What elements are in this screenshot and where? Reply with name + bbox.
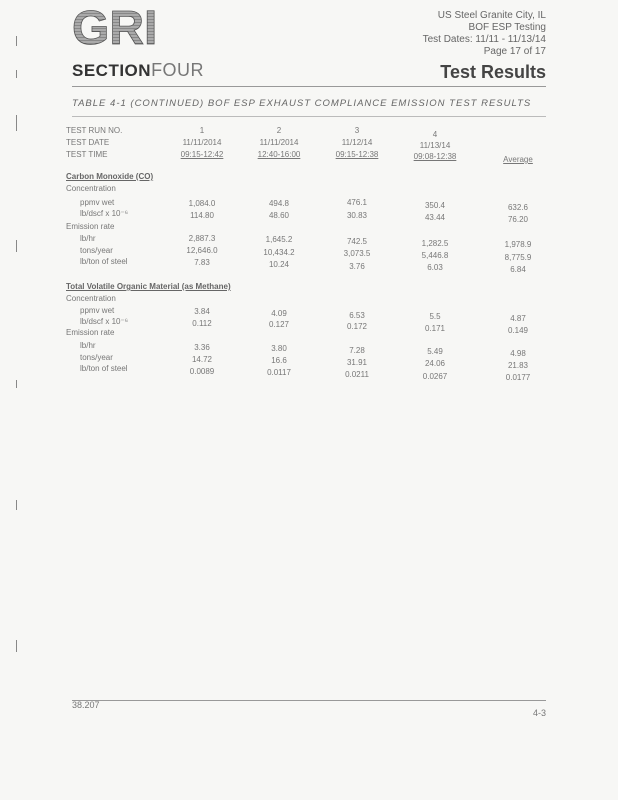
co-value: 76.20	[507, 215, 529, 224]
voc-row-label: lb/dscf x 10⁻⁶	[80, 317, 128, 326]
footer-divider	[72, 700, 546, 701]
run-3-no: 3	[354, 126, 360, 135]
company-logo	[72, 4, 164, 48]
co-row-label: lb/hr	[80, 234, 96, 243]
run-2-date: 11/11/2014	[259, 138, 299, 147]
voc-value: 24.06	[424, 359, 446, 368]
section-title: SECTIONFOUR	[72, 60, 205, 80]
voc-value: 0.112	[192, 319, 212, 328]
voc-value: 0.0267	[422, 372, 448, 381]
co-rate-label: Emission rate	[66, 222, 115, 231]
test-dates-line: Test Dates: 11/11 - 11/13/14	[422, 34, 546, 45]
voc-value: 3.84	[194, 307, 210, 316]
co-value: 8,775.9	[504, 253, 532, 262]
title-divider	[72, 116, 546, 117]
voc-value: 0.0177	[505, 373, 531, 382]
voc-value: 5.49	[427, 347, 443, 356]
co-value: 12,646.0	[186, 246, 218, 255]
run-no-label: TEST RUN NO.	[66, 126, 123, 135]
co-section-title: Carbon Monoxide (CO)	[66, 172, 154, 181]
run-1-date: 11/11/2014	[182, 138, 222, 147]
scan-mark	[16, 380, 17, 388]
voc-value: 0.172	[346, 322, 368, 331]
co-value: 2,887.3	[188, 234, 216, 243]
co-row-label: lb/ton of steel	[80, 257, 128, 266]
voc-value: 6.53	[349, 311, 365, 320]
co-value: 350.4	[424, 201, 446, 210]
voc-value: 7.28	[349, 346, 365, 355]
co-value: 3.76	[349, 262, 365, 271]
voc-value: 21.83	[507, 361, 529, 370]
voc-rate-label: Emission rate	[66, 328, 115, 337]
co-value: 632.6	[507, 203, 529, 212]
voc-value: 3.36	[194, 343, 210, 352]
co-row-label: lb/dscf x 10⁻⁶	[80, 209, 128, 218]
svg-text:GRI: GRI	[72, 4, 158, 48]
facility-line: US Steel Granite City, IL	[437, 10, 546, 21]
page-heading: Test Results	[440, 62, 546, 82]
co-value: 43.44	[424, 213, 446, 222]
co-value: 1,645.2	[265, 235, 293, 244]
scan-mark	[16, 36, 17, 46]
date-label: TEST DATE	[66, 138, 110, 147]
voc-value: 4.09	[271, 309, 287, 318]
run-4-time: 09:08-12:38	[413, 152, 457, 161]
run-1-no: 1	[199, 126, 205, 135]
co-value: 494.8	[268, 199, 290, 208]
voc-value: 16.6	[271, 356, 287, 365]
co-conc-label: Concentration	[66, 184, 116, 193]
voc-value: 31.91	[346, 358, 368, 367]
scan-mark	[16, 115, 17, 131]
scan-mark	[16, 640, 17, 652]
voc-row-label: lb/hr	[80, 341, 96, 350]
voc-value: 4.87	[510, 314, 526, 323]
co-value: 10,434.2	[263, 248, 295, 257]
table-title: TABLE 4-1 (CONTINUED) BOF ESP EXHAUST COMPLIANCE EMISSION TEST RESULTS	[72, 98, 532, 109]
co-value: 6.84	[510, 265, 526, 274]
co-row-label: tons/year	[80, 246, 113, 255]
voc-value: 0.0211	[345, 370, 369, 379]
run-4-date: 11/13/14	[419, 141, 451, 150]
co-value: 1,978.9	[504, 240, 532, 249]
voc-value: 0.149	[507, 326, 529, 335]
page-number-line: Page 17 of 17	[483, 46, 546, 57]
project-line: BOF ESP Testing	[468, 22, 546, 33]
voc-value: 0.0089	[189, 367, 215, 376]
voc-value: 3.80	[271, 344, 287, 353]
co-value: 114.80	[190, 211, 214, 220]
co-value: 30.83	[346, 211, 368, 220]
header-divider	[72, 86, 546, 87]
run-3-time: 09:15-12:38	[335, 150, 379, 159]
scan-mark	[16, 240, 17, 252]
voc-row-label: ppmv wet	[80, 306, 115, 315]
scan-mark	[16, 70, 17, 78]
co-value: 7.83	[194, 258, 210, 267]
voc-row-label: tons/year	[80, 353, 113, 362]
voc-value: 14.72	[191, 355, 213, 364]
voc-value: 5.5	[429, 312, 441, 321]
document-number: 38.207	[72, 700, 100, 710]
co-value: 1,282.5	[421, 239, 449, 248]
scan-mark	[16, 500, 17, 510]
co-value: 1,084.0	[188, 199, 216, 208]
run-3-date: 11/12/14	[341, 138, 373, 147]
voc-section-title: Total Volatile Organic Material (as Methane)	[66, 282, 231, 291]
run-4-no: 4	[432, 130, 438, 139]
run-2-no: 2	[276, 126, 282, 135]
co-value: 48.60	[268, 211, 290, 220]
voc-value: 0.171	[424, 324, 446, 333]
co-value: 6.03	[427, 263, 443, 272]
co-value: 5,446.8	[421, 251, 449, 260]
time-label: TEST TIME	[66, 150, 108, 159]
voc-row-label: lb/ton of steel	[80, 364, 128, 373]
average-header: Average	[503, 155, 533, 164]
co-value: 10.24	[268, 260, 290, 269]
co-value: 3,073.5	[343, 249, 371, 258]
voc-value: 0.0117	[267, 368, 291, 377]
page-number: 4-3	[532, 708, 546, 718]
header-info	[423, 10, 546, 58]
co-value: 742.5	[346, 237, 368, 246]
co-row-label: ppmv wet	[80, 198, 115, 207]
run-2-time: 12:40-16:00	[257, 150, 301, 159]
run-1-time: 09:15-12:42	[180, 150, 224, 159]
voc-conc-label: Concentration	[66, 294, 116, 303]
co-value: 476.1	[346, 198, 368, 207]
voc-value: 4.98	[510, 349, 526, 358]
voc-value: 0.127	[268, 320, 290, 329]
logo-mark	[72, 4, 164, 48]
